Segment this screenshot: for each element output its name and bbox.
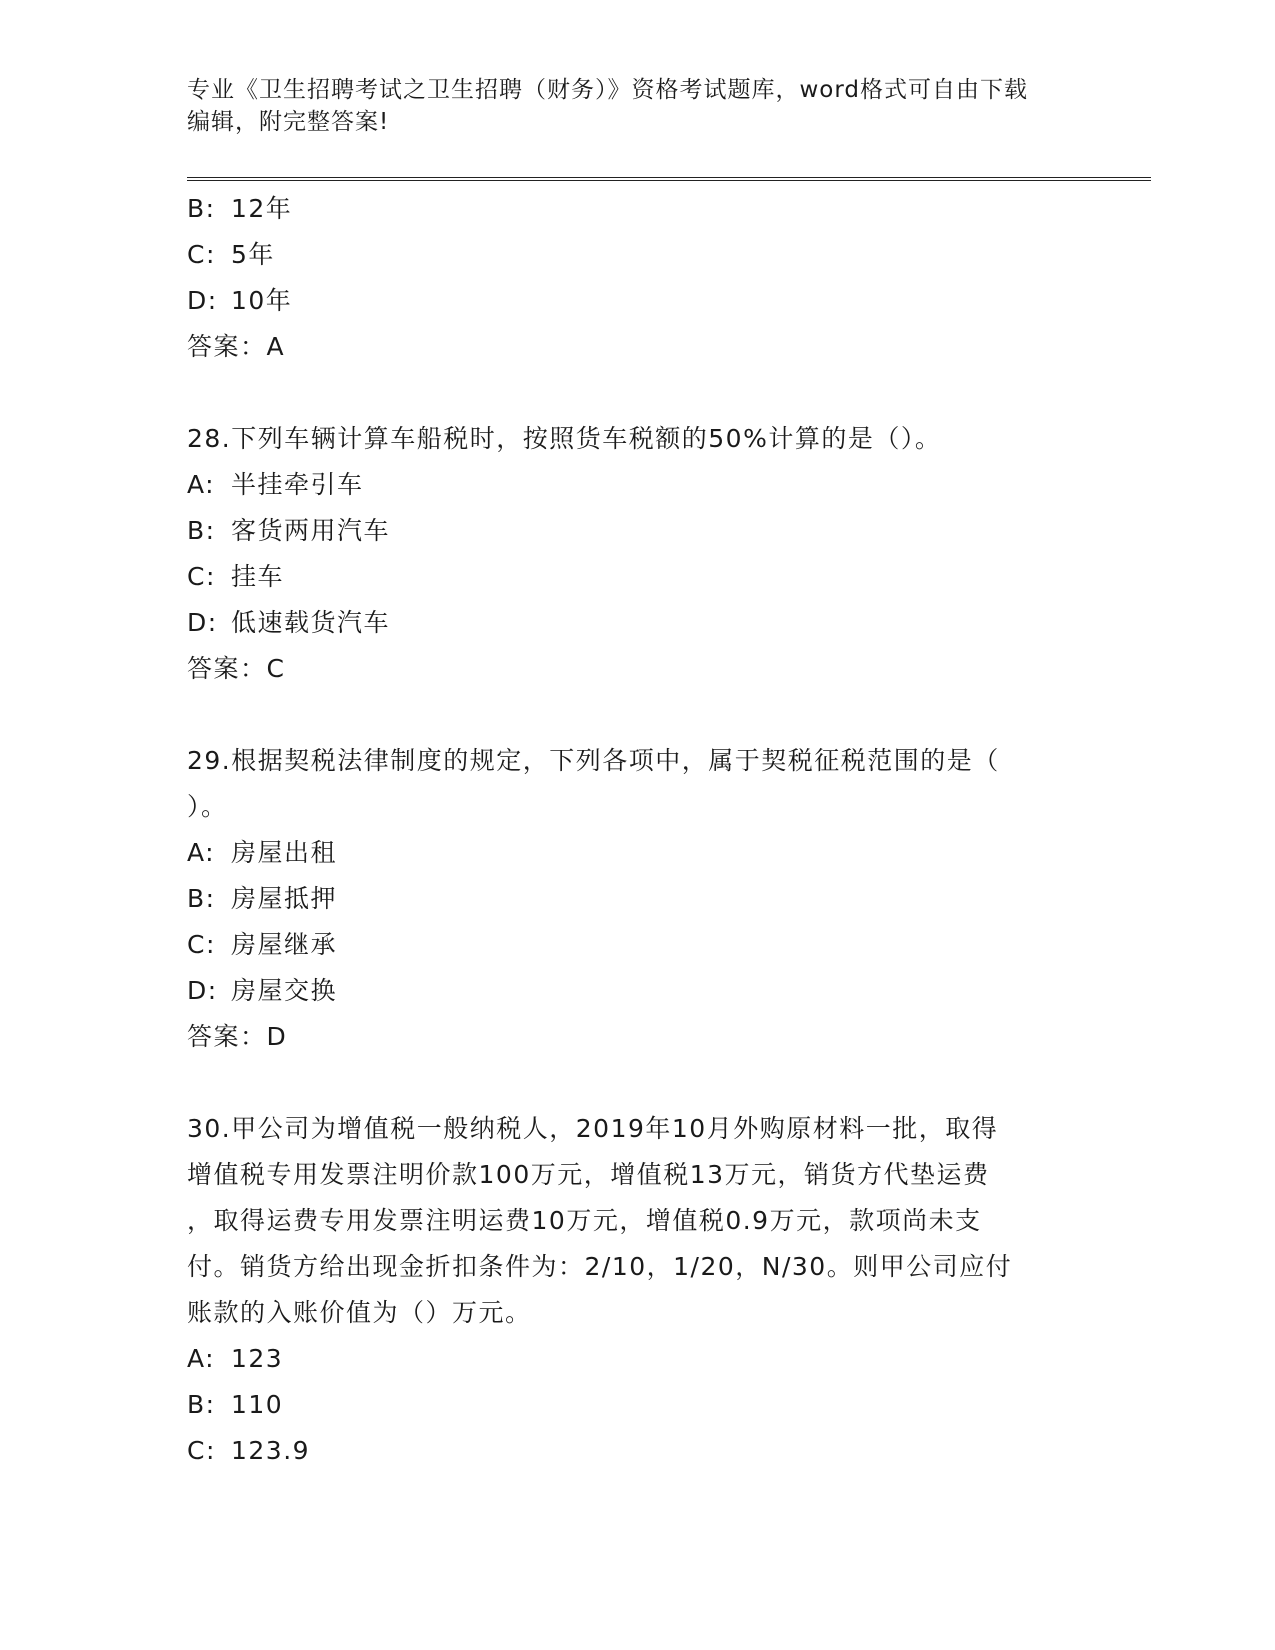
option-label: B: <box>187 884 216 913</box>
option-text: 房屋出租 <box>231 838 338 867</box>
question-list <box>187 186 1067 1474</box>
option-text: 12年 <box>231 194 293 223</box>
question-text-line: 付。销货方给出现金折扣条件为：2/10，1/20，N/30。则甲公司应付 <box>187 1252 1013 1281</box>
option-label: D: <box>187 286 218 315</box>
option-text: 123 <box>231 1344 284 1373</box>
question-text-line: ，取得运费专用发票注明运费10万元，增值税0.9万元，款项尚未支 <box>187 1206 982 1235</box>
option-b <box>187 1382 1067 1428</box>
option-label: C: <box>187 930 216 959</box>
answer: 答案：A <box>187 332 286 361</box>
option-a <box>187 830 1067 876</box>
option-text: 低速载货汽车 <box>231 608 391 637</box>
option-c <box>187 1428 1067 1474</box>
option-text: 110 <box>231 1390 284 1419</box>
question-text: 28.下列车辆计算车船税时，按照货车税额的50%计算的是（）。 <box>187 424 942 453</box>
spacer <box>187 1060 1067 1106</box>
question-text-line: ）。 <box>187 792 228 821</box>
option-d <box>187 968 1067 1014</box>
option-label: B: <box>187 194 216 223</box>
answer: 答案：C <box>187 654 286 683</box>
option-label: A: <box>187 470 216 499</box>
option-label: D: <box>187 976 218 1005</box>
option-b <box>187 186 1067 232</box>
option-text: 房屋继承 <box>231 930 338 959</box>
option-label: B: <box>187 1390 216 1419</box>
option-label: B: <box>187 516 216 545</box>
option-text: 半挂牵引车 <box>231 470 364 499</box>
option-a <box>187 1336 1067 1382</box>
question-text-line: 增值税专用发票注明价款100万元，增值税13万元，销货方代垫运费 <box>187 1160 990 1189</box>
question-text-line: 账款的入账价值为（）万元。 <box>187 1298 532 1327</box>
option-label: C: <box>187 562 216 591</box>
option-label: D: <box>187 608 218 637</box>
option-text: 房屋抵押 <box>231 884 338 913</box>
option-c <box>187 232 1067 278</box>
option-b <box>187 508 1067 554</box>
option-d <box>187 278 1067 324</box>
option-b <box>187 876 1067 922</box>
spacer <box>187 692 1067 738</box>
header-line-2: 编辑，附完整答案! <box>187 109 390 135</box>
question-text-line: 29.根据契税法律制度的规定，下列各项中，属于契税征税范围的是（ <box>187 746 1000 775</box>
question-28 <box>187 416 1067 692</box>
option-text: 5年 <box>231 240 275 269</box>
question-27 <box>187 186 1067 370</box>
option-label: A: <box>187 838 216 867</box>
option-text: 挂车 <box>231 562 285 591</box>
document-header <box>187 74 1067 138</box>
option-label: A: <box>187 1344 216 1373</box>
option-c <box>187 554 1067 600</box>
option-a <box>187 462 1067 508</box>
header-divider <box>187 177 1151 181</box>
option-text: 123.9 <box>231 1436 311 1465</box>
option-label: C: <box>187 240 216 269</box>
option-text: 10年 <box>231 286 293 315</box>
option-text: 客货两用汽车 <box>231 516 391 545</box>
answer: 答案：D <box>187 1022 288 1051</box>
spacer <box>187 370 1067 416</box>
question-text-line: 30.甲公司为增值税一般纳税人，2019年10月外购原材料一批，取得 <box>187 1114 999 1143</box>
header-line-1: 专业《卫生招聘考试之卫生招聘（财务）》资格考试题库，word格式可自由下载 <box>187 77 1029 103</box>
question-29 <box>187 738 1067 1060</box>
option-d <box>187 600 1067 646</box>
option-c <box>187 922 1067 968</box>
option-label: C: <box>187 1436 216 1465</box>
option-text: 房屋交换 <box>231 976 338 1005</box>
question-30 <box>187 1106 1067 1474</box>
